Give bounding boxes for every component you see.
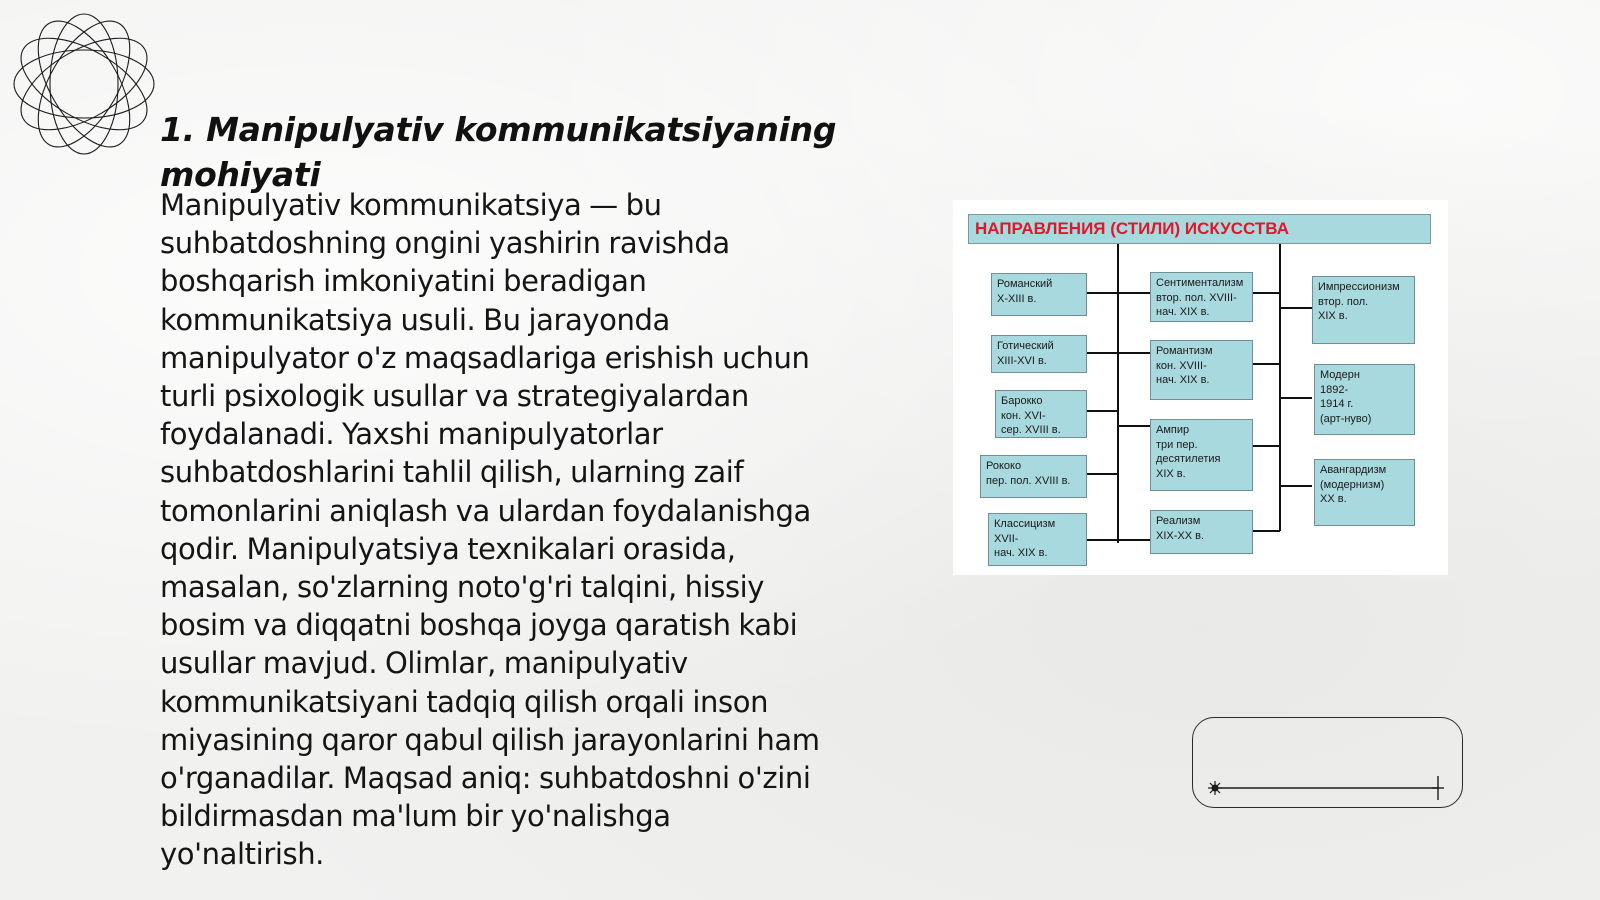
style-box: Готический XIII-XVI в. [991, 335, 1087, 373]
diagram-title: НАПРАВЛЕНИЯ (СТИЛИ) ИСКУССТВА [968, 214, 1431, 244]
style-box: Реализм XIX-XX в. [1150, 510, 1253, 554]
slide-title: 1. Manipulyativ kommunikatsiyaning mohiyati [160, 110, 837, 194]
style-box: Рококо пер. пол. XVIII в. [980, 455, 1087, 498]
style-box: Сентиментализм втор. пол. XVIII- нач. XIX в. [1150, 272, 1253, 322]
style-box: Импрессионизм втор. пол. XIX в. [1312, 276, 1415, 344]
slider-decoration [1192, 717, 1463, 808]
style-box: Классицизм XVII- нач. XIX в. [988, 513, 1087, 566]
art-styles-diagram [953, 200, 1448, 575]
body-paragraph: Manipulyativ kommunikatsiya — bu suhbatdoshning ongini yashirin ravishda boshqarish imkoniyatini beradigan kommunikatsiya usuli. Bu jarayonda manipulyator o'z maqsadlariga erishish uchun turli psixologik usullar va strategiyalardan foydalanadi. Yaxshi manipulyatorlar suhbatdoshlarini tahlil qilish, ularning zaif tomonlarini aniqlash va ulardan foydalanishga qodir. Manipulyatsiya texnikalari orasida, masalan, so'zlarning noto'g'ri talqini, hissiy bosim va diqqatni boshqa joyga qaratish kabi usullar mavjud. Olimlar, manipulyativ kommunikatsiyani tadqiq qilish orqali inson miyasining qaror qabul qilish jarayonlarini ham o'rganadilar. Maqsad aniq: suhbatdoshni o'zini bildirmasdan ma'lum bir yo'nalishga yo'naltirish. [160, 188, 820, 872]
style-box: Модерн 1892- 1914 г. (арт-нуво) [1314, 364, 1415, 435]
style-box: Романтизм кон. XVIII- нач. XIX в. [1150, 340, 1253, 400]
orbit-rings-icon [10, 10, 158, 158]
style-box: Барокко кон. XVI- сер. XVIII в. [995, 390, 1087, 438]
slider-line-icon [1193, 718, 1464, 809]
style-box: Романский X-XIII в. [991, 273, 1087, 316]
style-box: Ампир три пер. десятилетия XIX в. [1150, 419, 1253, 491]
style-box: Авангардизм (модернизм) XX в. [1314, 459, 1415, 526]
